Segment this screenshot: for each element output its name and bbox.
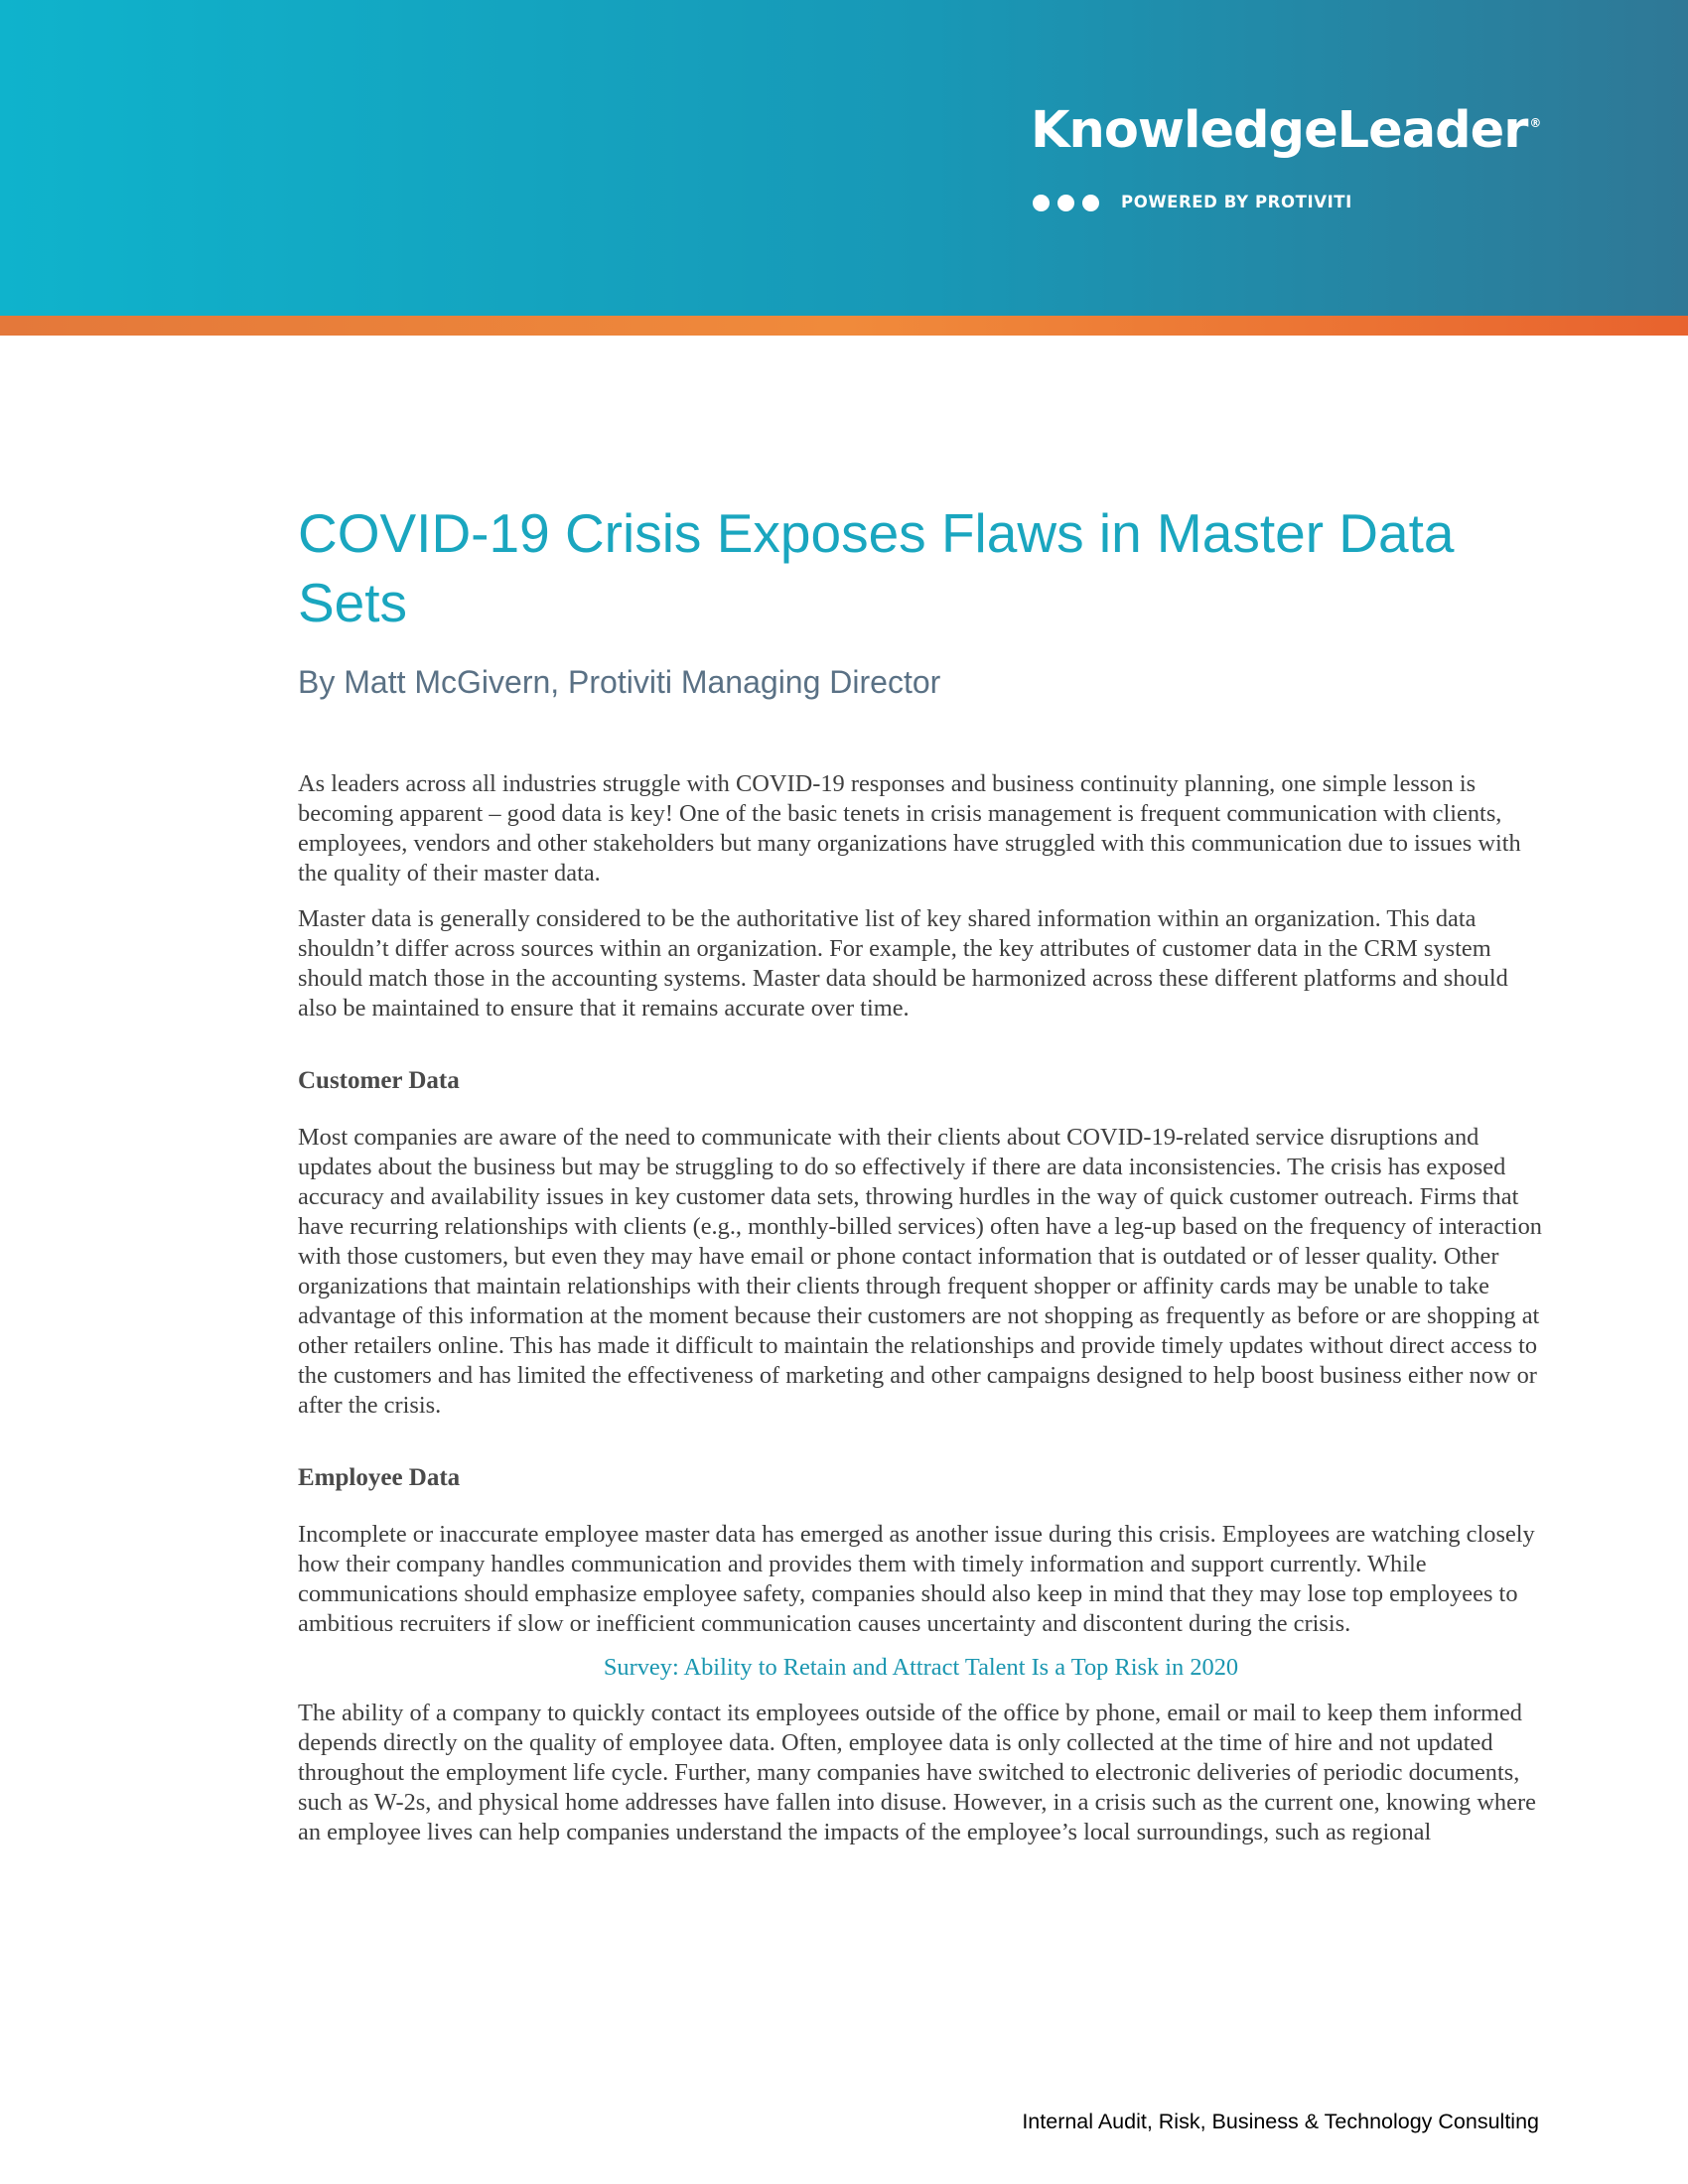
brand-dot [1082,195,1099,211]
section-heading-customer-data: Customer Data [298,1067,460,1094]
brand-logo [1031,101,1541,160]
page-footer: Internal Audit, Risk, Business & Technology Consulting [1022,2110,1539,2133]
header-accent-bar [0,316,1688,336]
article-byline: By Matt McGivern, Protiviti Managing Director [298,664,941,700]
brand-dot [1057,195,1074,211]
section-heading-employee-data: Employee Data [298,1464,461,1491]
employee-data-paragraph-1: Incomplete or inaccurate employee master data has emerged as another issue during this crisis. Employees are watching closely how their company handles communication and provides them with timely information and support currently. While communications should emphasize employee safety, companies should also keep in mind that they may lose top employees to ambitious recruiters if slow or inefficient communication causes uncertainty and discontent during the crisis. [298,1521,1535,1637]
registered-mark: ® [1529,116,1541,130]
employee-data-paragraph-2: The ability of a company to quickly contact its employees outside of the office by phone, email or mail to keep them informed depends directly on the quality of employee data. Often, employee data is only collected at the time of hire and not updated throughout the employment life cycle. Further, many companies have switched to electronic deliveries of periodic documents, such as W-2s, and physical home addresses have fallen into disuse. However, in a crisis such as the current one, knowing where an employee lives can help companies understand the impacts of the employee’s local surroundings, such as regional [298,1700,1536,1845]
article-body [298,769,1544,1863]
intro-paragraph-2: Master data is generally considered to be the authoritative list of key shared information within an organization. This data shouldn’t differ across sources within an organization. For example, the key attributes of customer data in the CRM system should match those in the accounting systems. Master data should be harmonized across these different platforms and should also be maintained to ensure that it remains accurate over time. [298,905,1508,1022]
brand-tagline: POWERED BY PROTIVITI [1121,193,1352,211]
customer-data-paragraph: Most companies are aware of the need to communicate with their clients about COVID-19-related service disruptions and updates about the business but may be struggling to do so effectively if there are data inconsistencies. The crisis has exposed accuracy and availability issues in key customer data sets, throwing hurdles in the way of quick customer outreach. Firms that have recurring relationships with clients (e.g., monthly-billed services) often have a leg-up based on the frequency of interaction with those customers, but even they may have email or phone contact information that is outdated or of lesser quality. Other organizations that maintain relationships with their clients through frequent shopper or affinity cards may be unable to take advantage of this information at the moment because their customers are not shopping as frequently as before or are shopping at other retailers online. This has made it difficult to maintain the relationships and provide timely updates without direct access to the customers and has limited the effectiveness of marketing and other campaigns designed to help boost business either now or after the crisis. [298,1124,1542,1419]
article-title: COVID-19 Crisis Exposes Flaws in Master Data Sets [298,502,1455,633]
brand-dot [1033,195,1050,211]
intro-paragraph-1: As leaders across all industries struggle with COVID-19 responses and business continuity planning, one simple lesson is becoming apparent – good data is key! One of the basic tenets in crisis management is frequent communication with clients, employees, vendors and other stakeholders but many organizations have struggled with this communication due to issues with the quality of their master data. [298,770,1521,887]
survey-link[interactable]: Survey: Ability to Retain and Attract Talent Is a Top Risk in 2020 [603,1654,1239,1681]
brand-name: KnowledgeLeader [1031,101,1528,160]
brand-dots-icon [1033,195,1099,211]
